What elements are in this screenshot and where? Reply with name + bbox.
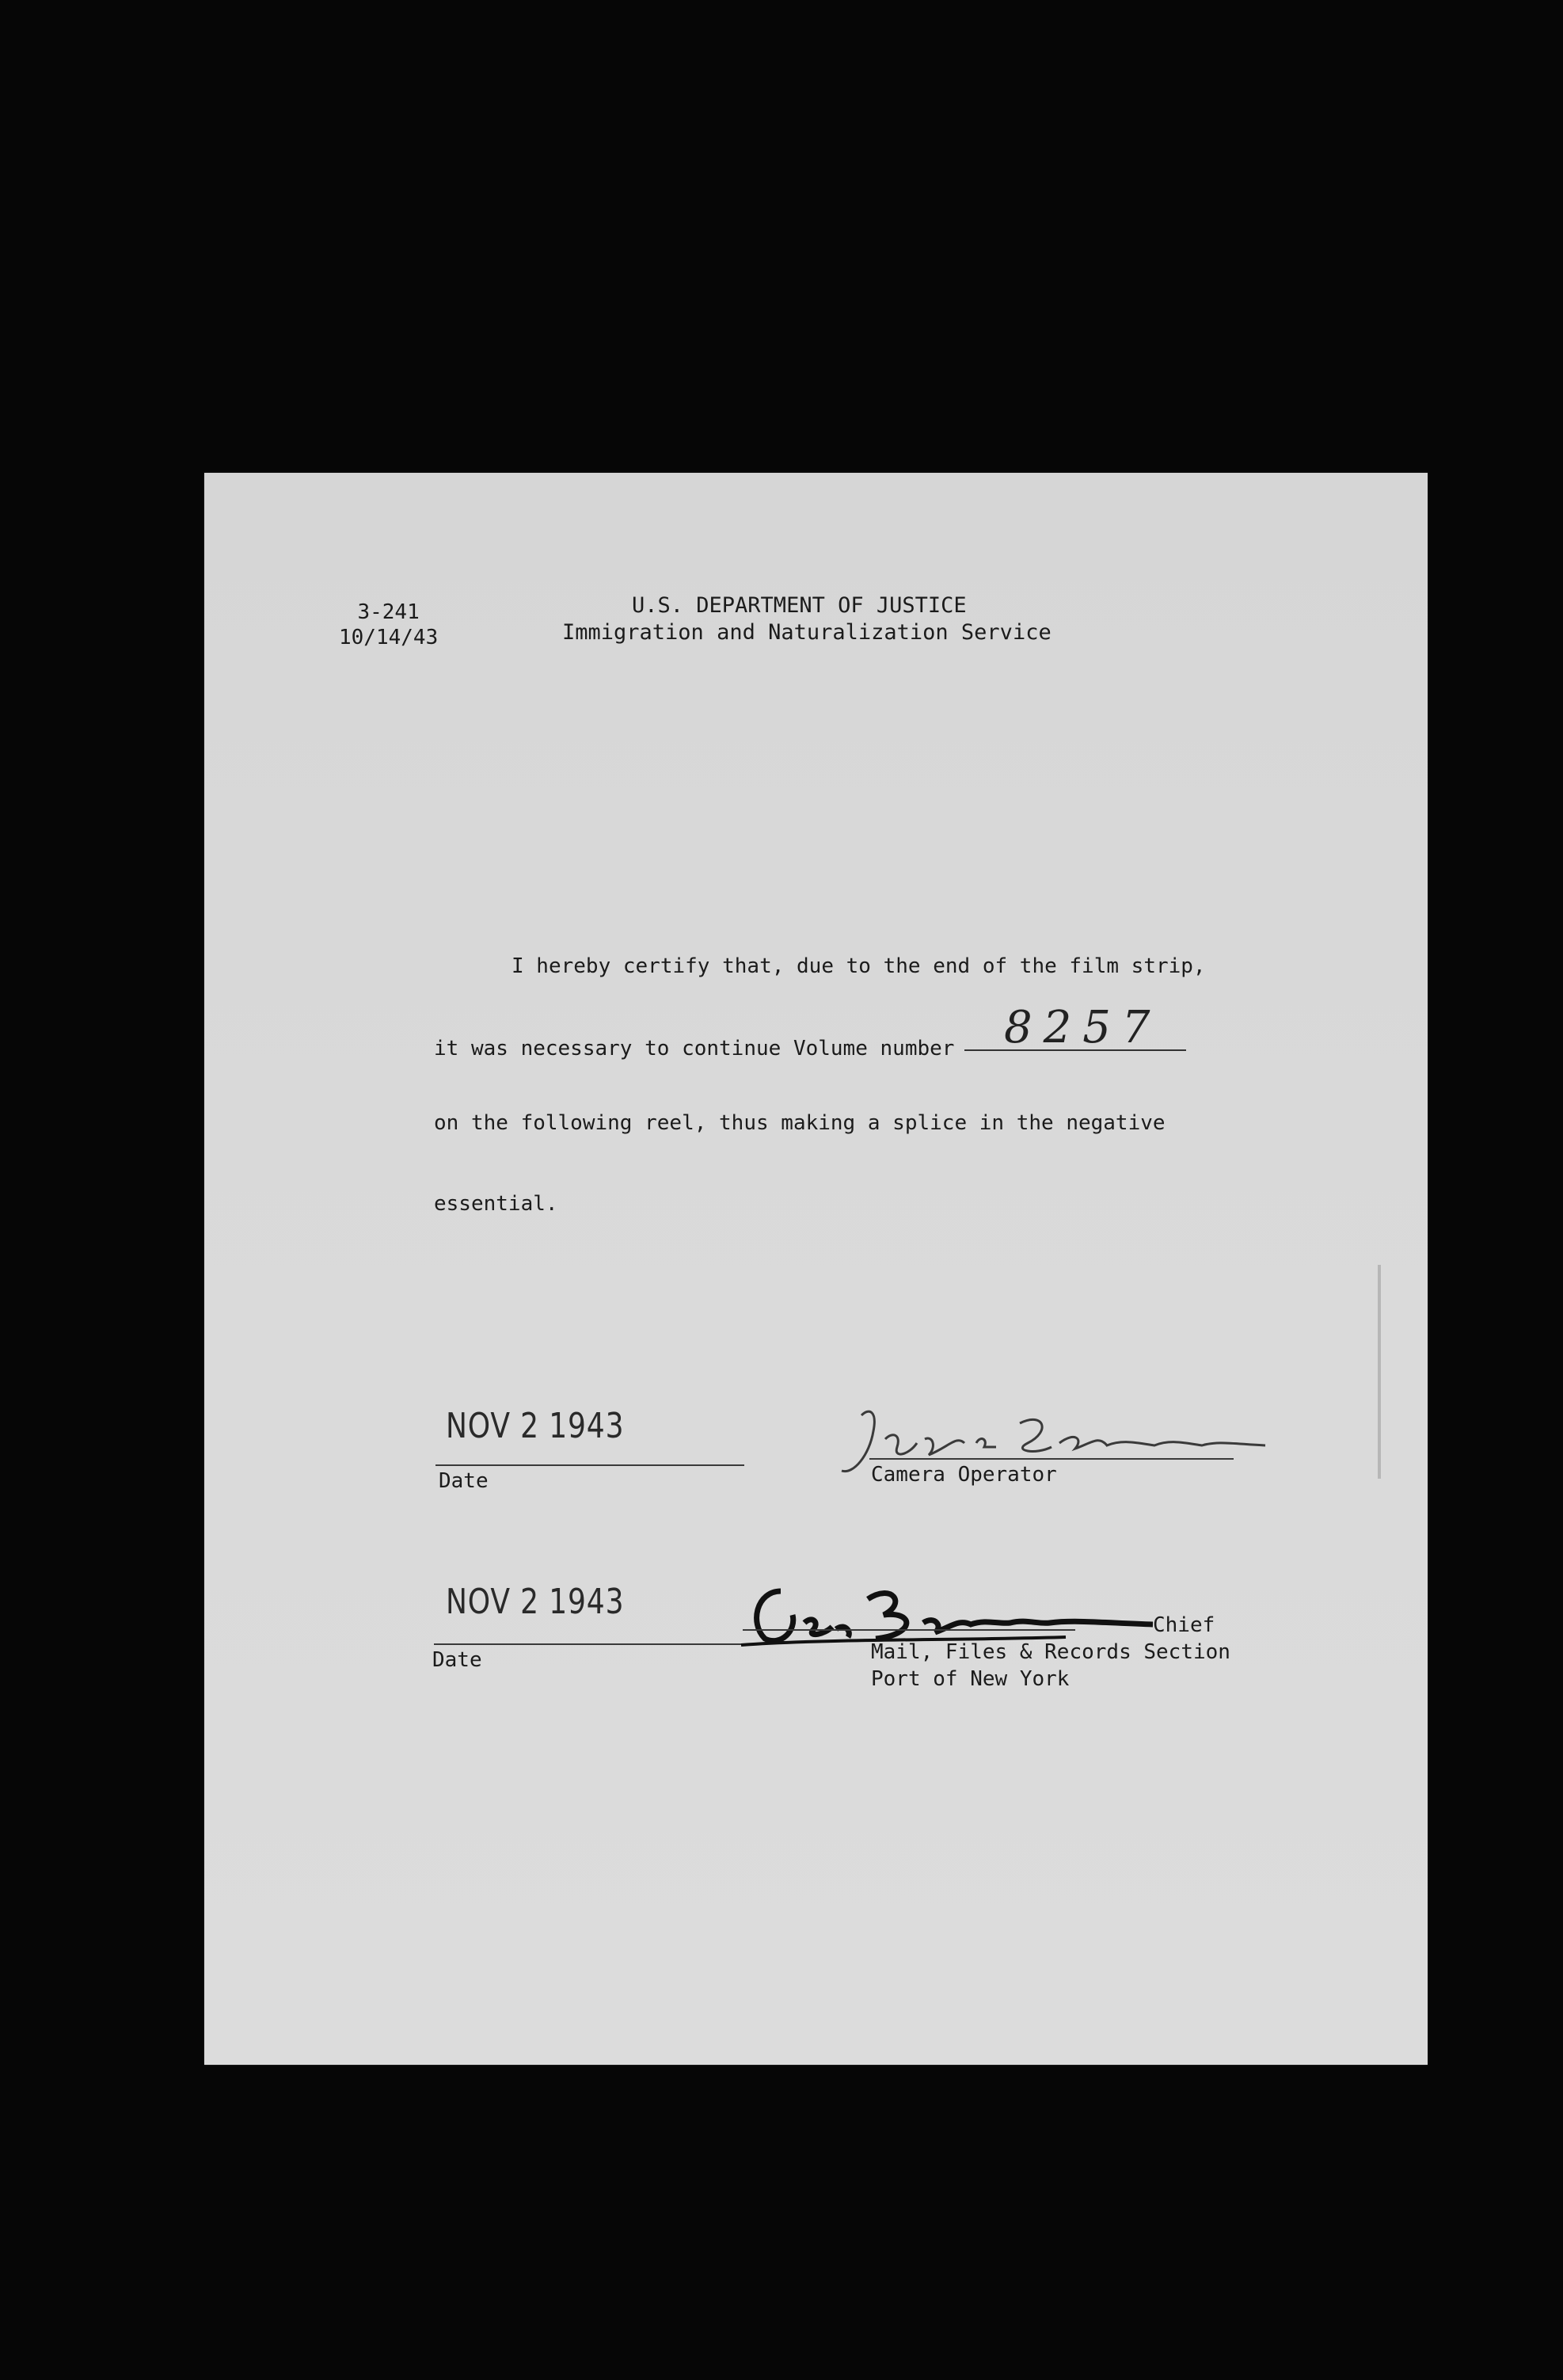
chief-port-title: Port of New York	[871, 1667, 1070, 1691]
date-underline-1	[435, 1464, 744, 1466]
certification-line-4: essential.	[434, 1192, 558, 1216]
chief-signature-line	[743, 1629, 1075, 1631]
date-stamp-chief: NOV 2 1943	[446, 1582, 625, 1622]
date-underline-2	[434, 1643, 766, 1645]
chief-section-title: Mail, Files & Records Section	[871, 1640, 1230, 1664]
form-revision-date: 10/14/43	[339, 626, 439, 649]
date-stamp-camera-operator: NOV 2 1943	[446, 1406, 625, 1446]
form-number: 3-241	[357, 600, 420, 624]
certification-line-3: on the following reel, thus making a splice in the negative	[434, 1111, 1166, 1135]
camera-operator-title: Camera Operator	[871, 1463, 1057, 1487]
date-label-2: Date	[432, 1648, 482, 1672]
certification-line-2: it was necessary to continue Volume number	[434, 1037, 955, 1061]
form-number-block	[339, 600, 438, 650]
agency-heading: U.S. DEPARTMENT OF JUSTICE	[632, 593, 967, 618]
service-heading: Immigration and Naturalization Service	[562, 620, 1052, 645]
certification-line-1: I hereby certify that, due to the end of the film strip,	[511, 954, 1206, 978]
volume-number-handwritten: 8257	[1004, 1002, 1162, 1053]
page-edge-scratch	[1378, 1265, 1381, 1479]
date-label-1: Date	[439, 1469, 489, 1493]
chief-title: Chief	[1153, 1613, 1215, 1637]
document-page	[204, 473, 1428, 2065]
camera-operator-signature-line	[869, 1458, 1234, 1460]
